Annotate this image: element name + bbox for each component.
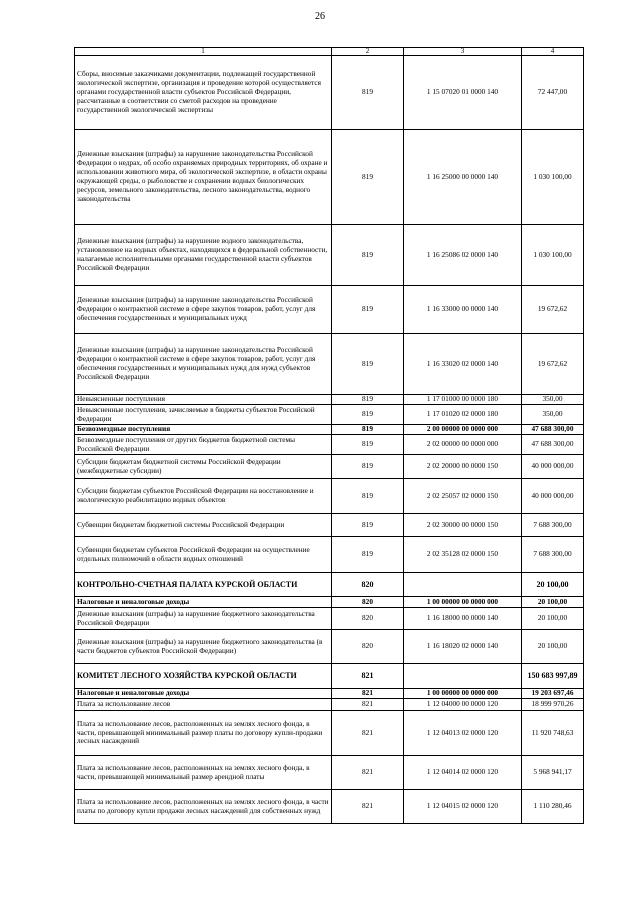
row-admin-code-cell: 819	[332, 130, 404, 225]
row-budget-code-cell: 1 12 04013 02 0000 120	[404, 711, 522, 756]
row-admin-code-cell: 819	[332, 395, 404, 405]
table-row	[75, 537, 584, 573]
row-budget-code-cell: 1 16 25000 00 0000 140	[404, 130, 522, 225]
row-budget-code-cell	[404, 573, 522, 597]
row-budget-code-cell: 1 00 00000 00 0000 000	[404, 597, 522, 608]
row-budget-code-cell: 2 02 35128 02 0000 150	[404, 537, 522, 573]
row-budget-code-cell: 1 12 04000 00 0000 120	[404, 699, 522, 711]
budget-revenue-table	[74, 47, 584, 824]
row-amount-cell: 47 688 300,00	[522, 425, 584, 435]
table-row	[75, 664, 584, 689]
row-name-cell: Денежные взыскания (штрафы) за нарушение водного законодательства, установленное на водных объектах, находящихся в федеральной собственности, налагаемые исполнительными органами государственной власти субъектов Российской Федерации	[75, 225, 332, 286]
row-name-cell: КОМИТЕТ ЛЕСНОГО ХОЗЯЙСТВА КУРСКОЙ ОБЛАСТИ	[75, 664, 332, 689]
row-amount-cell: 1 110 280,46	[522, 790, 584, 824]
row-name-cell: Невыясненные поступления	[75, 395, 332, 405]
row-admin-code-cell: 819	[332, 479, 404, 514]
row-admin-code-cell: 819	[332, 56, 404, 130]
table-row	[75, 130, 584, 225]
row-name-cell: Плата за использование лесов, расположенных на землях лесного фонда, в части платы по договору купли продажи лесных насаждений для собственных нужд	[75, 790, 332, 824]
column-number: 4	[522, 48, 584, 56]
row-amount-cell: 40 000 000,00	[522, 479, 584, 514]
row-budget-code-cell: 1 00 00000 00 0000 000	[404, 689, 522, 699]
row-admin-code-cell: 819	[332, 334, 404, 395]
row-amount-cell: 20 100,00	[522, 597, 584, 608]
row-name-cell: Плата за использование лесов, расположенных на землях лесного фонда, в части, превышающей минимальный размер арендной платы	[75, 756, 332, 790]
row-amount-cell: 47 688 300,00	[522, 435, 584, 455]
row-amount-cell: 19 672,62	[522, 334, 584, 395]
row-name-cell: КОНТРОЛЬНО-СЧЕТНАЯ ПАЛАТА КУРСКОЙ ОБЛАСТИ	[75, 573, 332, 597]
row-budget-code-cell: 1 12 04015 02 0000 120	[404, 790, 522, 824]
table-row	[75, 573, 584, 597]
column-number-row	[75, 48, 584, 56]
row-amount-cell: 5 968 941,17	[522, 756, 584, 790]
row-name-cell: Плата за использование лесов, расположенных на землях лесного фонда, в части, превышающей минимальный размер платы по договору купли-продажи лесных насаждений	[75, 711, 332, 756]
row-amount-cell: 20 100,00	[522, 608, 584, 630]
column-number: 3	[404, 48, 522, 56]
table-row	[75, 435, 584, 455]
row-name-cell: Невыясненные поступления, зачисляемые в бюджеты субъектов Российской Федерации	[75, 405, 332, 425]
row-amount-cell: 19 672,62	[522, 286, 584, 334]
table-row	[75, 225, 584, 286]
row-amount-cell: 19 203 697,46	[522, 689, 584, 699]
row-amount-cell: 20 100,00	[522, 630, 584, 664]
row-name-cell: Субсидии бюджетам субъектов Российской Федерации на восстановление и экологическую реабилитацию водных объектов	[75, 479, 332, 514]
row-budget-code-cell: 2 02 30000 00 0000 150	[404, 514, 522, 537]
row-budget-code-cell: 2 00 00000 00 0000 000	[404, 425, 522, 435]
table-row	[75, 608, 584, 630]
table-row	[75, 405, 584, 425]
row-name-cell: Сборы, вносимые заказчиками документации, подлежащей государственной экологической экспертизе, организация и проведение которой осуществляется органами государственной власти субъектов Российской Федерации, рассчитанные в соответствии со сметой расходов на проведение государственной экологической экспертизы	[75, 56, 332, 130]
table-row	[75, 711, 584, 756]
table-row	[75, 597, 584, 608]
row-name-cell: Субвенции бюджетам бюджетной системы Российской Федерации	[75, 514, 332, 537]
row-name-cell: Денежные взыскания (штрафы) за нарушение законодательства Российской Федерации о контрактной системе в сфере закупок товаров, работ, услуг для обеспечения государственных и муниципальных нужд	[75, 286, 332, 334]
row-budget-code-cell: 1 16 25086 02 0000 140	[404, 225, 522, 286]
row-amount-cell: 18 999 970,26	[522, 699, 584, 711]
table-row	[75, 286, 584, 334]
row-admin-code-cell: 821	[332, 664, 404, 689]
column-number: 1	[75, 48, 332, 56]
row-amount-cell: 1 030 100,00	[522, 130, 584, 225]
row-name-cell: Денежные взыскания (штрафы) за нарушение бюджетного законодательства (в части бюджетов субъектов Российской Федерации)	[75, 630, 332, 664]
row-admin-code-cell: 819	[332, 425, 404, 435]
row-budget-code-cell: 2 02 00000 00 0000 000	[404, 435, 522, 455]
row-name-cell: Субсидии бюджетам бюджетной системы Российской Федерации (межбюджетные субсидии)	[75, 455, 332, 479]
table-row	[75, 425, 584, 435]
table-row	[75, 699, 584, 711]
row-amount-cell: 72 447,00	[522, 56, 584, 130]
row-amount-cell: 7 688 300,00	[522, 514, 584, 537]
row-budget-code-cell: 2 02 25057 02 0000 150	[404, 479, 522, 514]
row-budget-code-cell: 1 16 18000 00 0000 140	[404, 608, 522, 630]
row-budget-code-cell: 1 16 18020 02 0000 140	[404, 630, 522, 664]
row-admin-code-cell: 821	[332, 699, 404, 711]
column-number: 2	[332, 48, 404, 56]
row-admin-code-cell: 820	[332, 597, 404, 608]
table-row	[75, 334, 584, 395]
row-amount-cell: 1 030 100,00	[522, 225, 584, 286]
table-row	[75, 395, 584, 405]
row-name-cell: Налоговые и неналоговые доходы	[75, 689, 332, 699]
page-number: 26	[315, 11, 325, 22]
table-row	[75, 756, 584, 790]
row-admin-code-cell: 820	[332, 573, 404, 597]
row-name-cell: Денежные взыскания (штрафы) за нарушение законодательства Российской Федерации о недрах, об особо охраняемых природных территориях, об охране и использовании животного мира, об экологической экспертизе, в области охраны окружающей среды, о рыболовстве и сохранении водных биологических ресурсов, земельного законодательства, лесного законодательства, водного законодательства	[75, 130, 332, 225]
row-budget-code-cell: 1 15 07020 01 0000 140	[404, 56, 522, 130]
row-budget-code-cell: 1 17 01000 00 0000 180	[404, 395, 522, 405]
row-budget-code-cell: 1 16 33020 02 0000 140	[404, 334, 522, 395]
table-row	[75, 479, 584, 514]
row-budget-code-cell: 1 17 01020 02 0000 180	[404, 405, 522, 425]
row-admin-code-cell: 820	[332, 608, 404, 630]
row-budget-code-cell	[404, 664, 522, 689]
row-budget-code-cell: 1 12 04014 02 0000 120	[404, 756, 522, 790]
row-admin-code-cell: 821	[332, 689, 404, 699]
table-body	[75, 56, 584, 824]
row-admin-code-cell: 819	[332, 286, 404, 334]
row-name-cell: Налоговые и неналоговые доходы	[75, 597, 332, 608]
table-row	[75, 514, 584, 537]
row-amount-cell: 350,00	[522, 405, 584, 425]
table-row	[75, 56, 584, 130]
table-row	[75, 455, 584, 479]
row-name-cell: Субвенции бюджетам субъектов Российской Федерации на осуществление отдельных полномочий в области водных отношений	[75, 537, 332, 573]
row-admin-code-cell: 821	[332, 790, 404, 824]
table-row	[75, 790, 584, 824]
row-name-cell: Денежные взыскания (штрафы) за нарушение бюджетного законодательства Российской Федерации	[75, 608, 332, 630]
row-admin-code-cell: 819	[332, 514, 404, 537]
row-budget-code-cell: 2 02 20000 00 0000 150	[404, 455, 522, 479]
row-amount-cell: 350,00	[522, 395, 584, 405]
row-amount-cell: 150 683 997,89	[522, 664, 584, 689]
row-name-cell: Плата за использование лесов	[75, 699, 332, 711]
row-admin-code-cell: 819	[332, 455, 404, 479]
table-row	[75, 689, 584, 699]
row-amount-cell: 11 920 748,63	[522, 711, 584, 756]
row-amount-cell: 40 000 000,00	[522, 455, 584, 479]
row-admin-code-cell: 820	[332, 630, 404, 664]
row-admin-code-cell: 819	[332, 405, 404, 425]
row-name-cell: Безвозмездные поступления от других бюджетов бюджетной системы Российской Федерации	[75, 435, 332, 455]
row-name-cell: Денежные взыскания (штрафы) за нарушение законодательства Российской Федерации о контрактной системе в сфере закупок товаров, работ, услуг для обеспечения государственных и муниципальных нужд для нужд субъектов Российской Федерации	[75, 334, 332, 395]
row-admin-code-cell: 821	[332, 756, 404, 790]
row-amount-cell: 20 100,00	[522, 573, 584, 597]
row-admin-code-cell: 819	[332, 225, 404, 286]
table-row	[75, 630, 584, 664]
row-name-cell: Безвозмездные поступления	[75, 425, 332, 435]
row-admin-code-cell: 821	[332, 711, 404, 756]
row-amount-cell: 7 688 300,00	[522, 537, 584, 573]
row-budget-code-cell: 1 16 33000 00 0000 140	[404, 286, 522, 334]
row-admin-code-cell: 819	[332, 435, 404, 455]
row-admin-code-cell: 819	[332, 537, 404, 573]
